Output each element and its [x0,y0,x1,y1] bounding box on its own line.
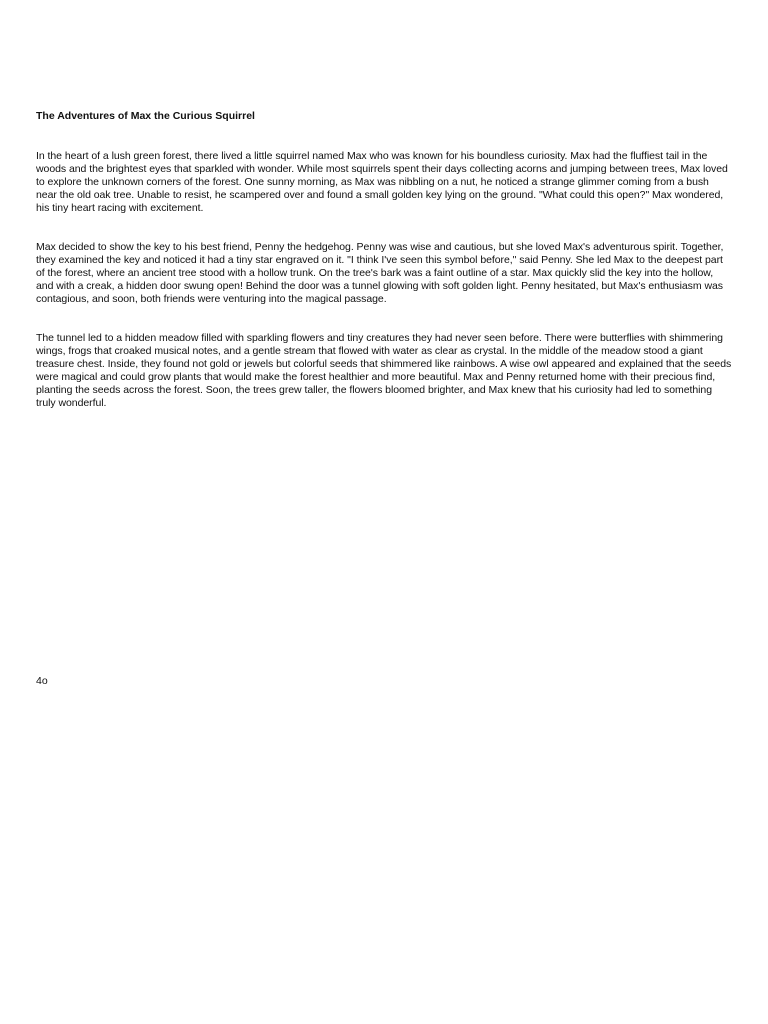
document-body [36,110,732,410]
story-paragraph-2: Max decided to show the key to his best friend, Penny the hedgehog. Penny was wise and cautious, but she loved Max's adventurous spirit. Together, they examined the key and noticed it had a tiny star engraved on it. "I think I've seen this symbol before," said Penny. She led Max to the deepest part of the forest, where an ancient tree stood with a hollow trunk. On the tree's bark was a faint outline of a star. Max quickly slid the key into the hollow, and with a creak, a hidden door swung open! Behind the door was a tunnel glowing with soft golden light. Penny hesitated, but Max's enthusiasm was contagious, and soon, both friends were venturing into the magical passage. [36,241,724,305]
story-paragraph-3: The tunnel led to a hidden meadow filled with sparkling flowers and tiny creatures they had never seen before. There were butterflies with shimmering wings, frogs that croaked musical notes, and a gentle stream that flowed with water as clear as crystal. In the middle of the meadow stood a giant treasure chest. Inside, they found not gold or jewels but colorful seeds that shimmered like rainbows. A wise owl appeared and explained that the seeds were magical and could grow plants that would make the forest healthier and more beautiful. Max and Penny returned home with their precious find, planting the seeds across the forest. Soon, the trees grew taller, the flowers bloomed brighter, and Max knew that his curiosity had led to something truly wonderful. [36,332,732,409]
document-title: The Adventures of Max the Curious Squirrel [36,110,255,122]
story-paragraph-1: In the heart of a lush green forest, there lived a little squirrel named Max who was known for his boundless curiosity. Max had the fluffiest tail in the woods and the brightest eyes that sparkled with wonder. While most squirrels spent their days collecting acorns and jumping between trees, Max loved to explore the unknown corners of the forest. One sunny morning, as Max was nibbling on a nut, he noticed a strange glimmer coming from a bush near the old oak tree. Unable to resist, he scampered over and found a small golden key lying on the ground. "What could this open?" Max wondered, his tiny heart racing with excitement. [36,150,728,214]
footer-note: 4o [36,675,48,687]
